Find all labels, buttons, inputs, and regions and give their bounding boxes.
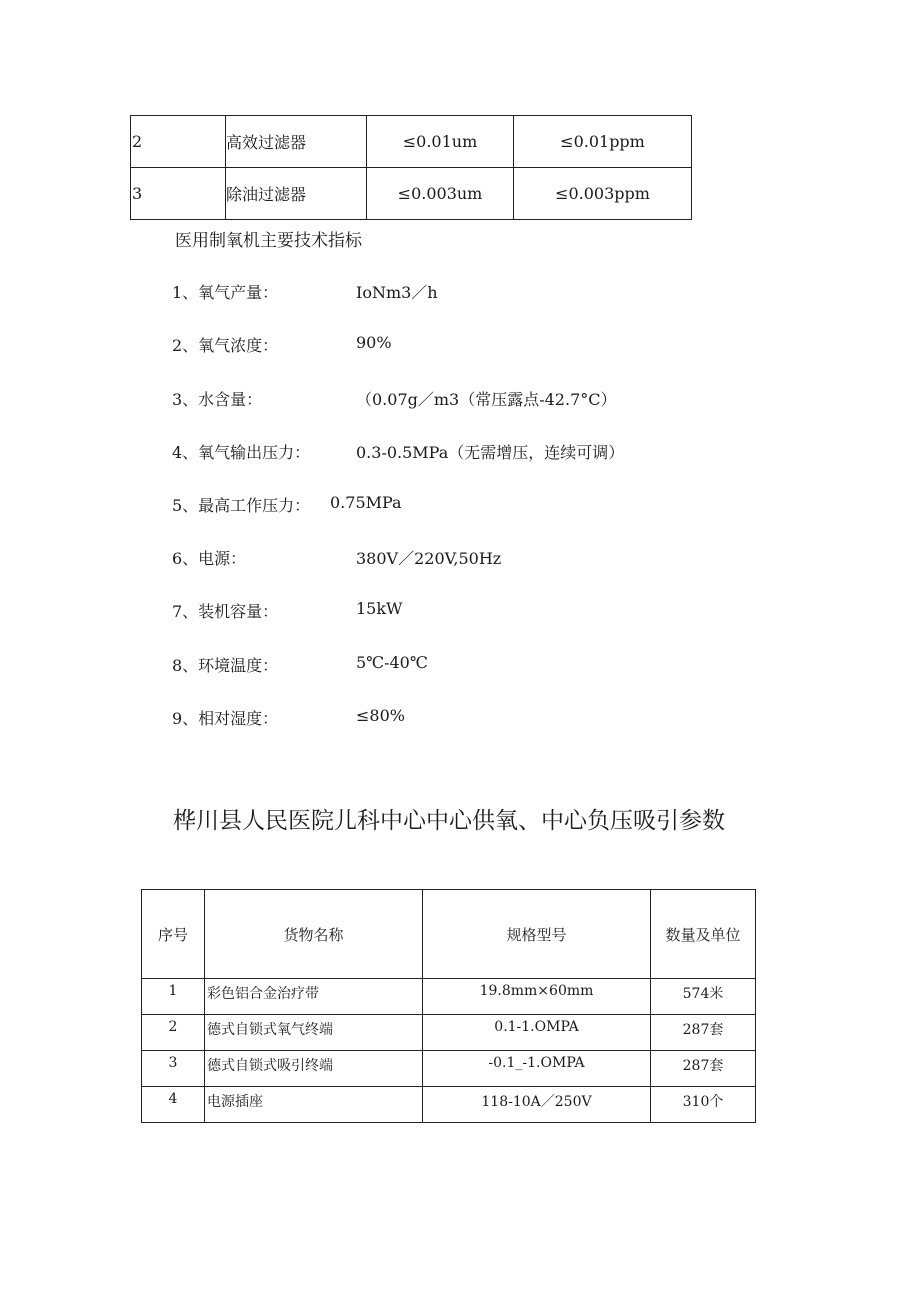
filter-name: 除油过滤器: [226, 168, 367, 220]
row-number: 2: [131, 116, 226, 168]
goods-qty: 287套: [651, 1051, 756, 1087]
spec-label: 9、相对湿度：: [172, 709, 279, 728]
particle-size: ≤0.003um: [367, 168, 514, 220]
oil-content: ≤0.003ppm: [514, 168, 692, 220]
header-spec: 规格型号: [423, 890, 651, 979]
spec-label: 3、水含量：: [172, 390, 263, 409]
spec-label: 7、装机容量：: [172, 602, 279, 621]
goods-spec: 0.1-1.OMPA: [423, 1015, 651, 1051]
goods-table: [141, 889, 756, 1123]
spec-label: 4、氧气输出压力：: [172, 443, 311, 462]
section-title: 桦川县人民医院儿科中心中心供氧、中心负压吸引参数: [173, 808, 725, 834]
table-row: [142, 979, 756, 1015]
spec-value: 0.75MPa: [330, 493, 402, 512]
goods-qty: 310个: [651, 1087, 756, 1123]
table-row: [131, 168, 692, 220]
spec-value: （0.07g／m3（常压露点-42.7°C）: [356, 390, 617, 409]
goods-spec: -0.1_-1.OMPA: [423, 1051, 651, 1087]
row-no: 4: [142, 1087, 205, 1123]
row-no: 1: [142, 979, 205, 1015]
row-number: 3: [131, 168, 226, 220]
row-no: 3: [142, 1051, 205, 1087]
header-no: 序号: [142, 890, 205, 979]
row-no: 2: [142, 1015, 205, 1051]
spec-label: 6、电源：: [172, 549, 247, 568]
oxygen-specs-title: 医用制氧机主要技术指标: [175, 231, 362, 251]
goods-name: 德式自锁式吸引终端: [205, 1051, 423, 1087]
table-row: [142, 1051, 756, 1087]
goods-spec: 19.8mm×60mm: [423, 979, 651, 1015]
spec-label: 1、氧气产量：: [172, 283, 279, 302]
goods-name: 德式自锁式氧气终端: [205, 1015, 423, 1051]
particle-size: ≤0.01um: [367, 116, 514, 168]
goods-spec: 118-10A／250V: [423, 1087, 651, 1123]
spec-value: 15kW: [356, 599, 403, 618]
spec-label: 8、环境温度：: [172, 656, 279, 675]
spec-value: 90%: [356, 333, 392, 352]
table-header-row: [142, 890, 756, 979]
header-qty: 数量及单位: [651, 890, 756, 979]
table-row: [142, 1015, 756, 1051]
spec-value: 0.3-0.5MPa（无需增压，连续可调）: [356, 443, 625, 462]
spec-value: ≤80%: [356, 706, 405, 725]
goods-name: 电源插座: [205, 1087, 423, 1123]
goods-qty: 287套: [651, 1015, 756, 1051]
filter-name: 高效过滤器: [226, 116, 367, 168]
spec-value: 380V／220V,50Hz: [356, 549, 502, 568]
table-row: [131, 116, 692, 168]
filter-spec-table: [130, 115, 692, 220]
goods-qty: 574米: [651, 979, 756, 1015]
spec-value: 5℃-40℃: [356, 653, 428, 672]
spec-label: 5、最高工作压力：: [172, 496, 311, 515]
spec-label: 2、氧气浓度：: [172, 336, 279, 355]
spec-value: IoNm3／h: [356, 283, 438, 302]
table-row: [142, 1087, 756, 1123]
oil-content: ≤0.01ppm: [514, 116, 692, 168]
goods-name: 彩色铝合金治疗带: [205, 979, 423, 1015]
header-name: 货物名称: [205, 890, 423, 979]
